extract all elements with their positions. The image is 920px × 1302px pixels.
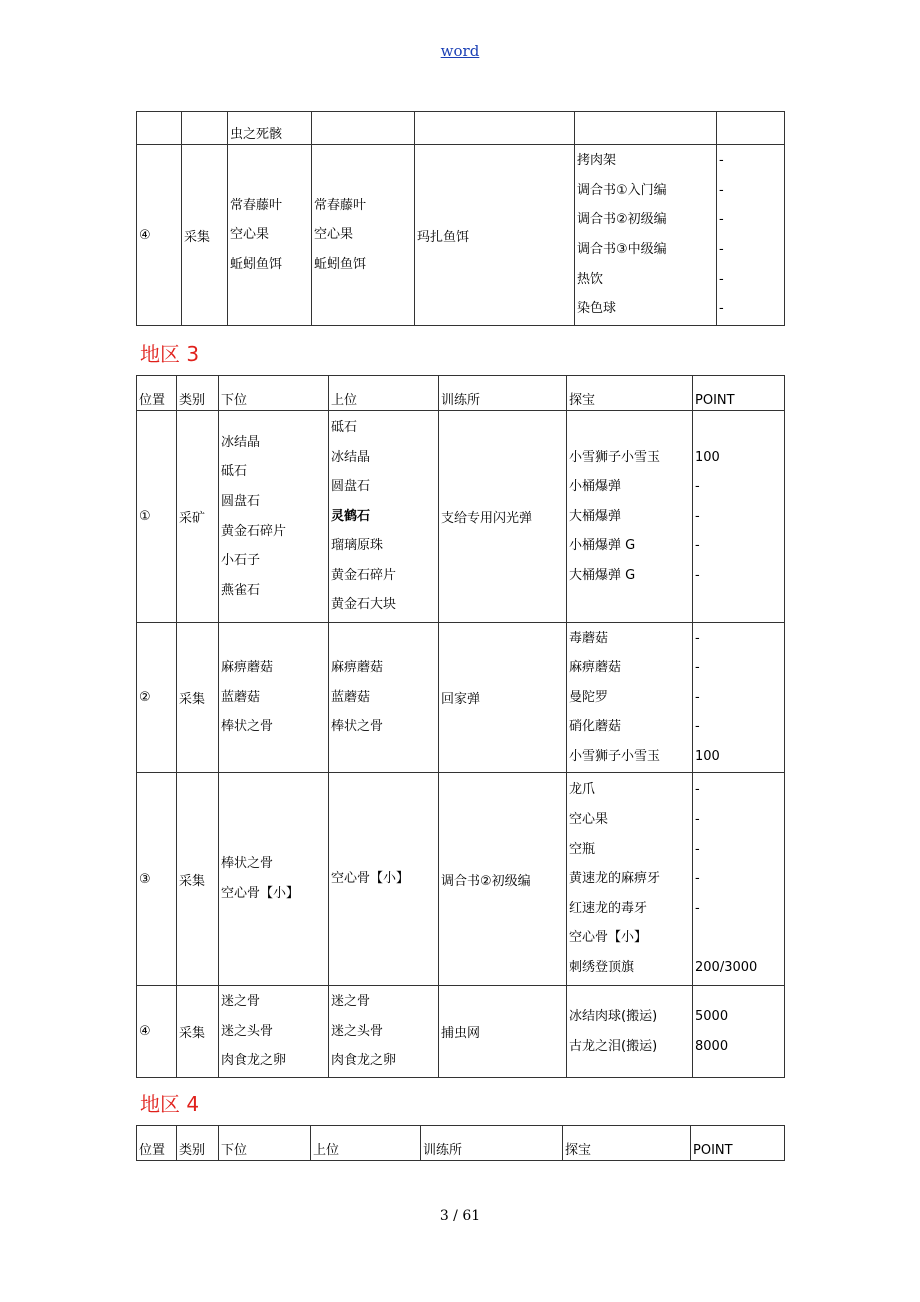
cell-line: 100 <box>695 748 720 764</box>
table-header-row <box>137 376 785 411</box>
cell-type: 采集 <box>177 773 219 986</box>
cell-treasure <box>575 112 717 145</box>
column-header: 训练所 <box>439 376 567 411</box>
cell-line: - <box>695 508 700 524</box>
cell-line: 圆盘石 <box>331 479 371 495</box>
cell-line: 麻痹蘑菇 <box>569 660 622 676</box>
cell-line: 空瓶 <box>569 841 596 857</box>
cell-upper <box>312 145 415 326</box>
cell-pos: ③ <box>137 773 177 986</box>
cell-training: 玛扎鱼饵 <box>415 145 575 326</box>
cell-line: - <box>695 841 700 857</box>
cell-line: 黄速龙的麻痹牙 <box>569 871 661 887</box>
cell-line: 黄金石碎片 <box>331 567 397 583</box>
cell-line: 5000 <box>695 1008 729 1024</box>
column-header: 位置 <box>137 376 177 411</box>
region4-table <box>136 1125 785 1161</box>
cell-line: 冰结肉球(搬运) <box>569 1008 658 1024</box>
column-header: 探宝 <box>563 1126 691 1161</box>
region3-table <box>136 375 785 1078</box>
cell-line: 圆盘石 <box>221 493 261 509</box>
cell-upper <box>329 986 439 1078</box>
cell-training: 调合书②初级编 <box>439 773 567 986</box>
cell-upper <box>329 411 439 623</box>
cell-line: 常春藤叶 <box>314 197 367 213</box>
cell-lower <box>219 411 329 623</box>
cell-line: - <box>695 871 700 887</box>
cell-training: 支给专用闪光弹 <box>439 411 567 623</box>
cell-line: 迷之骨 <box>331 994 371 1010</box>
cell-lower <box>219 986 329 1078</box>
cell-line: 迷之头骨 <box>331 1023 384 1039</box>
cell-line: 小桶爆弹 G <box>569 538 636 554</box>
cell-line: 红速龙的毒牙 <box>569 900 648 916</box>
column-header: 下位 <box>219 376 329 411</box>
cell-upper <box>329 623 439 773</box>
column-header: 下位 <box>219 1126 311 1161</box>
cell-point <box>693 411 785 623</box>
region4-title: 地区 4 <box>140 1092 200 1116</box>
cell-line: 棒状之骨 <box>331 719 384 735</box>
table-row <box>137 112 785 145</box>
cell-treasure <box>575 145 717 326</box>
cell-training: 捕虫网 <box>439 986 567 1078</box>
cell-line: 硝化蘑菇 <box>569 719 622 735</box>
cell-point <box>693 773 785 986</box>
cell-upper <box>329 773 439 986</box>
cell-line: 调合书②初级编 <box>577 212 667 228</box>
cell-training: 回家弹 <box>439 623 567 773</box>
cell-line: - <box>695 479 700 495</box>
column-header: POINT <box>691 1126 785 1161</box>
cell-line: 空心骨【小】 <box>221 886 300 901</box>
cell-line <box>695 923 782 953</box>
cell-point <box>693 986 785 1078</box>
cell-line: 黄金石碎片 <box>221 523 287 539</box>
cell-line: 小雪狮子小雪玉 <box>569 449 661 465</box>
cell-upper <box>312 112 415 145</box>
cell-line: 砥石 <box>331 419 358 435</box>
table-header-row <box>137 1126 785 1161</box>
cell-line: 古龙之泪(搬运) <box>569 1038 658 1054</box>
table-row <box>137 773 785 986</box>
cell-lower <box>228 145 312 326</box>
cell-treasure <box>567 773 693 986</box>
cell-line: - <box>695 782 700 798</box>
cell-line: 热饮 <box>577 271 604 287</box>
cell-pos <box>137 112 182 145</box>
table-row <box>137 986 785 1078</box>
cell-line: 燕雀石 <box>221 582 261 598</box>
cell-point <box>717 145 785 326</box>
column-header: 类别 <box>177 376 219 411</box>
cell-line: 空心果 <box>314 227 354 243</box>
cell-line: 肉食龙之卵 <box>331 1053 397 1069</box>
header-word-link[interactable]: word <box>440 42 480 60</box>
cell-line: 迷之头骨 <box>221 1023 274 1039</box>
cell-lower: 虫之死骸 <box>228 112 312 145</box>
table-row <box>137 623 785 773</box>
cell-line: 棒状之骨 <box>221 719 274 735</box>
cell-line: - <box>719 212 724 228</box>
cell-line: 染色球 <box>577 301 617 317</box>
column-header: 上位 <box>311 1126 421 1161</box>
cell-line: - <box>695 689 700 705</box>
cell-line: 8000 <box>695 1038 729 1054</box>
cell-line: 空心果 <box>569 812 609 828</box>
cell-line: 蚯蚓鱼饵 <box>230 256 283 272</box>
cell-line: 棒状之骨 <box>221 856 274 872</box>
column-header: POINT <box>693 376 785 411</box>
cell-line: 刺绣登顶旗 <box>569 959 635 975</box>
cell-pos: ② <box>137 623 177 773</box>
cell-line: 毒蘑菇 <box>569 630 609 646</box>
cell-line: 空心骨【小】 <box>569 930 648 946</box>
cell-line: 调合书③中级编 <box>577 242 667 257</box>
cell-line: 迷之骨 <box>221 994 261 1010</box>
cell-type: 采集 <box>182 145 228 326</box>
column-header: 探宝 <box>567 376 693 411</box>
cell-pos: ④ <box>137 145 182 326</box>
cell-line: 小雪狮子小雪玉 <box>569 748 661 764</box>
cell-line: - <box>695 538 700 554</box>
cell-pos: ④ <box>137 986 177 1078</box>
cell-type <box>182 112 228 145</box>
cell-line: - <box>719 301 724 317</box>
cell-line: 小石子 <box>221 553 261 569</box>
cell-point <box>693 623 785 773</box>
cell-line: 灵鹤石 <box>331 508 371 524</box>
cell-line: - <box>719 153 724 169</box>
cell-treasure <box>567 986 693 1078</box>
column-header: 位置 <box>137 1126 177 1161</box>
cell-line: 拷肉架 <box>577 153 617 169</box>
cell-line: 蓝蘑菇 <box>331 689 371 705</box>
cell-line: - <box>719 271 724 287</box>
cell-line: 麻痹蘑菇 <box>221 660 274 676</box>
column-header: 类别 <box>177 1126 219 1161</box>
cell-line: 冰结晶 <box>331 449 371 465</box>
cell-treasure <box>567 623 693 773</box>
page-number: 3 / 61 <box>439 1208 481 1224</box>
column-header: 训练所 <box>421 1126 563 1161</box>
cell-line: 砥石 <box>221 464 248 480</box>
cell-lower <box>219 623 329 773</box>
cell-line: 麻痹蘑菇 <box>331 660 384 676</box>
cell-line: 大桶爆弹 G <box>569 567 636 583</box>
cell-line: 冰结晶 <box>221 434 261 450</box>
cell-line: 曼陀罗 <box>569 689 609 705</box>
cell-type: 采集 <box>177 986 219 1078</box>
cell-line: - <box>695 812 700 828</box>
cell-pos: ① <box>137 411 177 623</box>
cell-line: - <box>719 242 724 257</box>
cell-type: 采矿 <box>177 411 219 623</box>
cell-training <box>415 112 575 145</box>
cell-line: 瑠璃原珠 <box>331 538 384 554</box>
cell-line: 200/3000 <box>695 959 758 975</box>
cell-line: - <box>695 900 700 916</box>
cell-line: - <box>695 719 700 735</box>
cell-point <box>717 112 785 145</box>
cell-lower <box>219 773 329 986</box>
cell-line: 蓝蘑菇 <box>221 689 261 705</box>
cell-line: 调合书①入门编 <box>577 182 667 198</box>
cell-line: - <box>719 182 724 198</box>
table-row <box>137 145 785 326</box>
cell-line: 空心骨【小】 <box>331 871 410 887</box>
cell-type: 采集 <box>177 623 219 773</box>
cell-line: 大桶爆弹 <box>569 508 622 524</box>
cell-line: 蚯蚓鱼饵 <box>314 256 367 272</box>
cell-treasure <box>567 411 693 623</box>
column-header: 上位 <box>329 376 439 411</box>
cell-line: 龙爪 <box>569 782 596 798</box>
cell-line: 小桶爆弹 <box>569 479 622 495</box>
cell-line: 黄金石大块 <box>331 597 397 613</box>
region2-continuation-table <box>136 111 785 326</box>
cell-line: - <box>695 567 700 583</box>
cell-line: 常春藤叶 <box>230 197 283 213</box>
region3-title: 地区 3 <box>140 342 200 366</box>
cell-line: 空心果 <box>230 227 270 243</box>
table-row <box>137 411 785 623</box>
cell-line: - <box>695 660 700 676</box>
cell-line: 肉食龙之卵 <box>221 1053 287 1069</box>
cell-line: 100 <box>695 449 720 465</box>
cell-line: - <box>695 630 700 646</box>
